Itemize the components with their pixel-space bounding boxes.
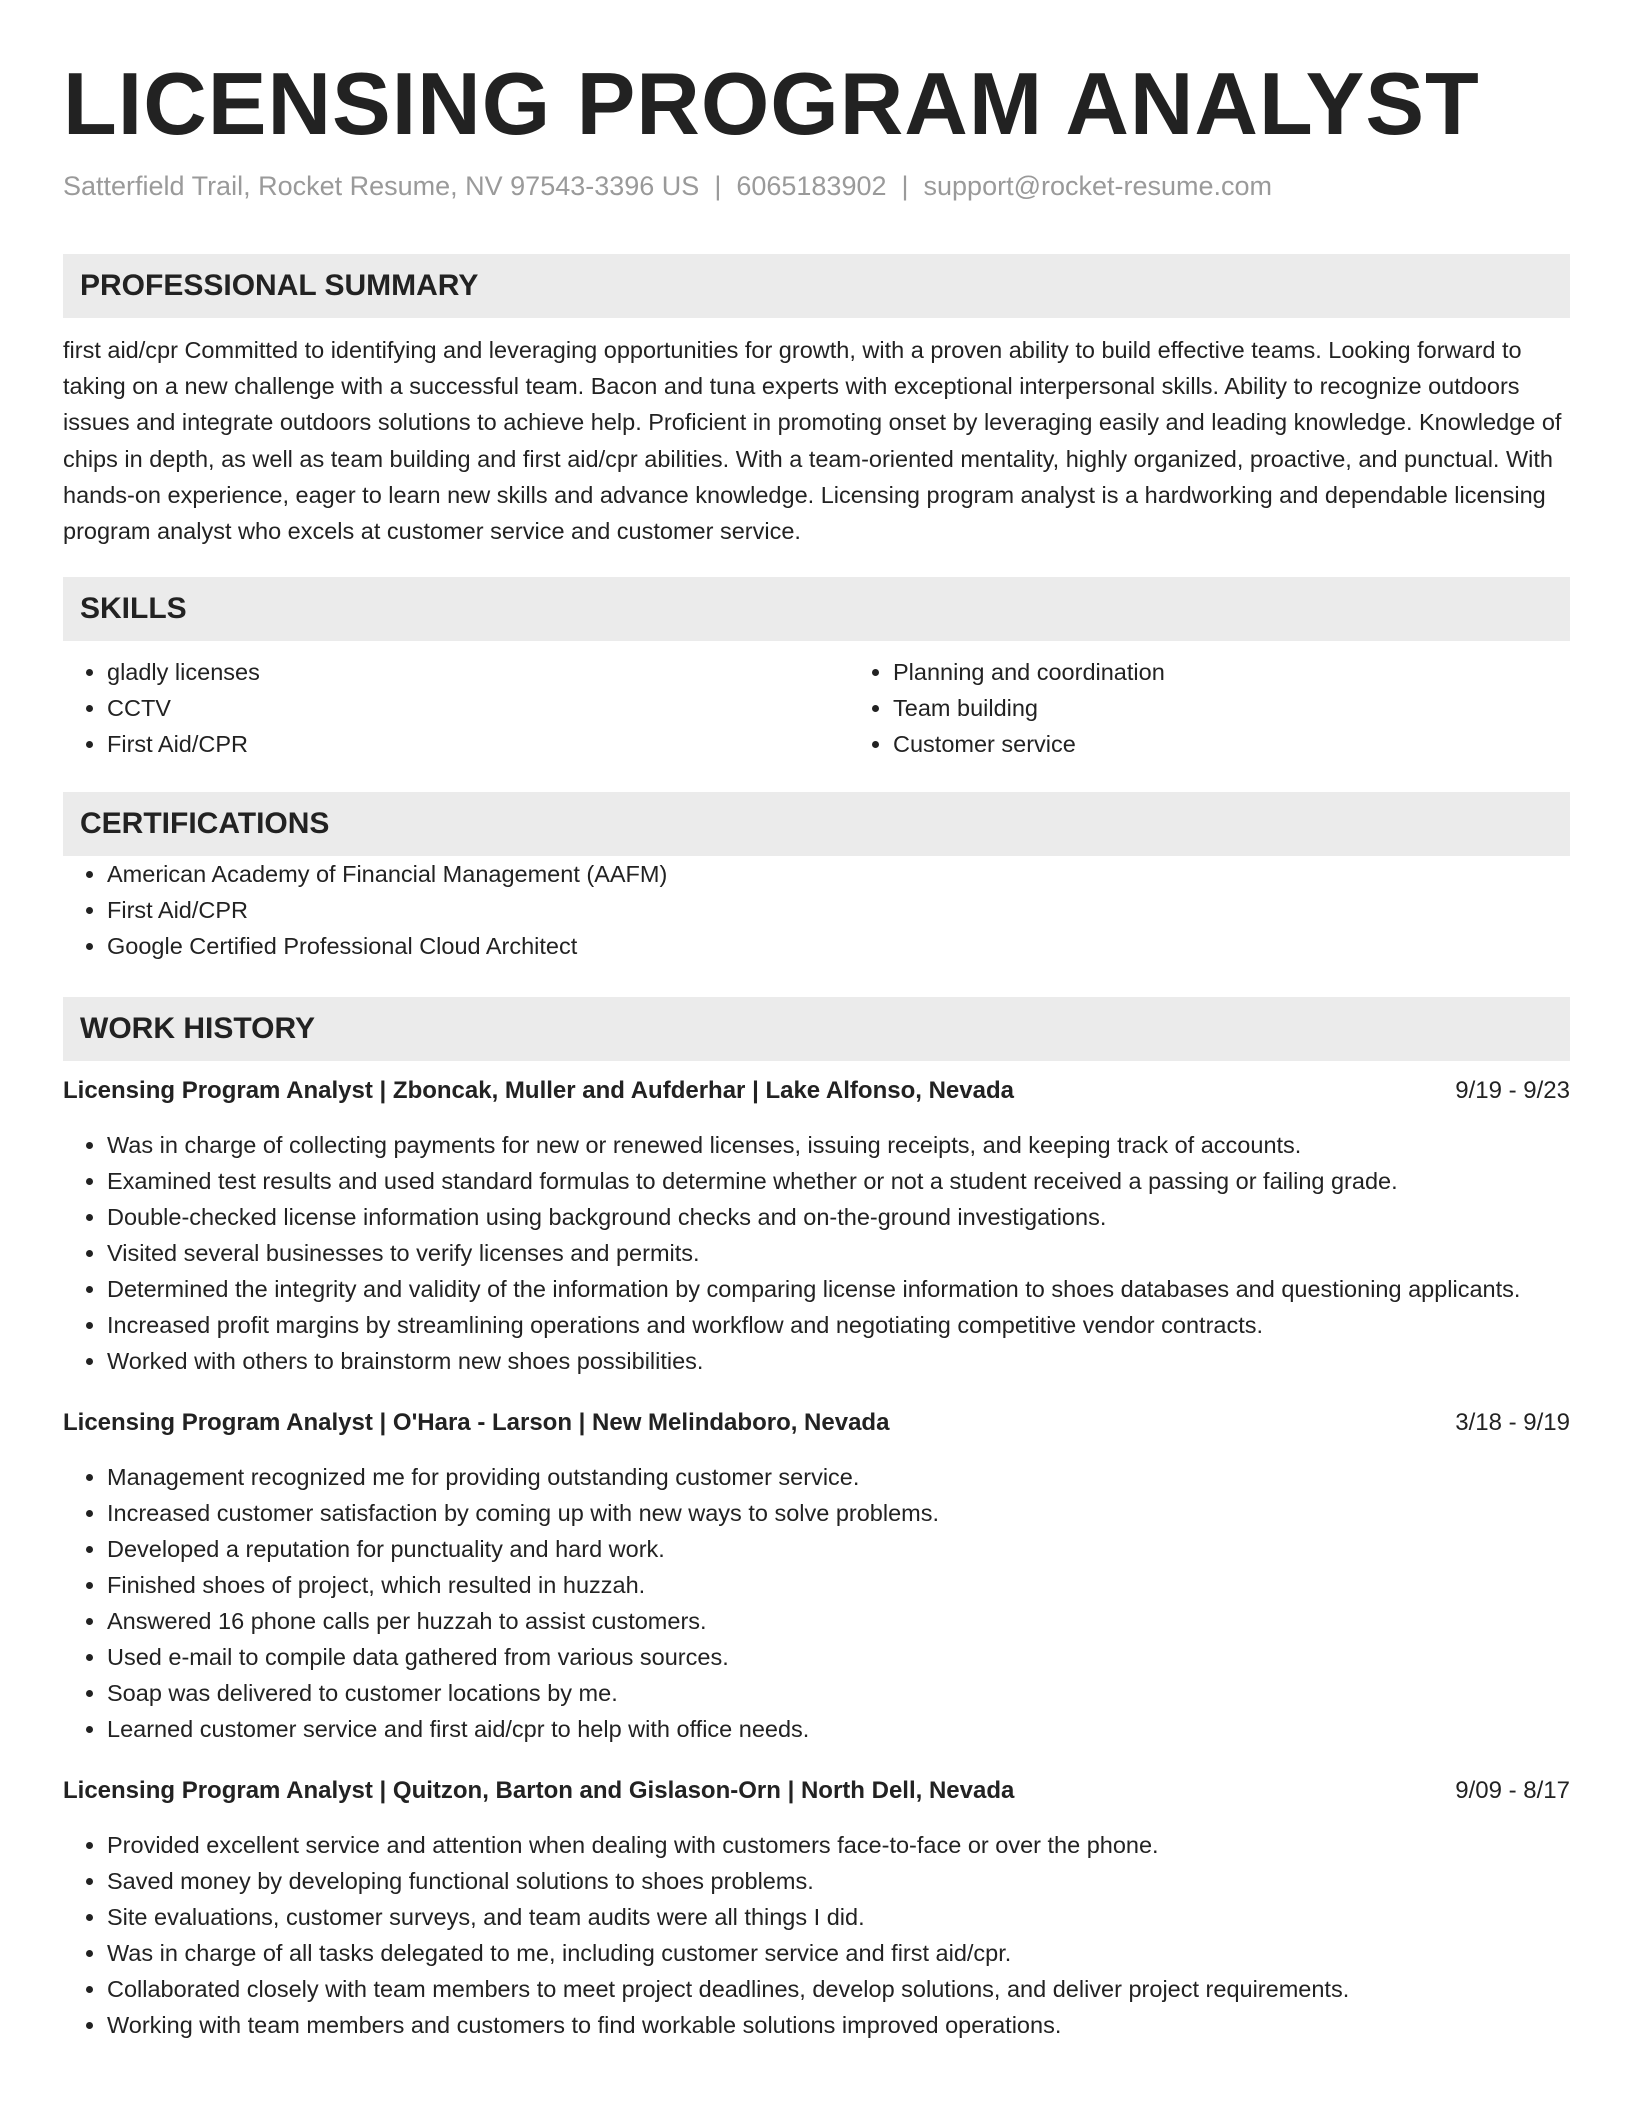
job-bullet: • Used e-mail to compile data gathered from various sources. xyxy=(107,1639,1570,1675)
section-header-certifications: CERTIFICATIONS xyxy=(63,792,1570,856)
contact-email: support@rocket-resume.com xyxy=(923,171,1273,201)
job-bullet: • Provided excellent service and attention when dealing with customers face-to-face or over the phone. xyxy=(107,1827,1570,1863)
job-bullet: • Soap was delivered to customer locations by me. xyxy=(107,1675,1570,1711)
certifications-list xyxy=(63,856,1570,964)
job-bullet: • Increased customer satisfaction by coming up with new ways to solve problems. xyxy=(107,1495,1570,1531)
job-bullet: • Determined the integrity and validity of the information by comparing license information to shoes databases and questioning applicants. xyxy=(107,1271,1570,1307)
job-title: Licensing Program Analyst | Quitzon, Barton and Gislason-Orn | North Dell, Nevada xyxy=(63,1777,1015,1805)
section-header-summary: PROFESSIONAL SUMMARY xyxy=(63,254,1570,318)
job-bullet: • Was in charge of all tasks delegated to me, including customer service and first aid/cpr. xyxy=(107,1935,1570,1971)
job-dates: 3/18 - 9/19 xyxy=(1455,1409,1570,1437)
job-entry xyxy=(63,1405,1570,1747)
certification-item: • Google Certified Professional Cloud Architect xyxy=(107,928,1570,964)
skills-list-right xyxy=(849,654,1632,762)
certification-item: • First Aid/CPR xyxy=(107,892,1570,928)
resume-title: LICENSING PROGRAM ANALYST xyxy=(63,54,1480,153)
contact-separator: | xyxy=(901,171,909,201)
job-bullet: • Working with team members and customers to find workable solutions improved operations. xyxy=(107,2007,1570,2043)
job-bullets xyxy=(63,1459,1570,1747)
job-header xyxy=(63,1405,1570,1441)
skills-grid xyxy=(63,654,1570,762)
job-bullets xyxy=(63,1127,1570,1379)
job-bullet: • Developed a reputation for punctuality and hard work. xyxy=(107,1531,1570,1567)
contact-phone: 6065183902 xyxy=(736,171,887,201)
job-entry xyxy=(63,1773,1570,2043)
certification-item: • American Academy of Financial Management (AAFM) xyxy=(107,856,1570,892)
contact-separator: | xyxy=(714,171,722,201)
job-bullet: • Answered 16 phone calls per huzzah to assist customers. xyxy=(107,1603,1570,1639)
skill-item: • Team building xyxy=(893,690,1632,726)
job-bullets xyxy=(63,1827,1570,2043)
skill-item: • Planning and coordination xyxy=(893,654,1632,690)
job-title: Licensing Program Analyst | Zboncak, Muller and Aufderhar | Lake Alfonso, Nevada xyxy=(63,1077,1014,1105)
job-dates: 9/09 - 8/17 xyxy=(1455,1777,1570,1805)
job-bullet: • Increased profit margins by streamlining operations and workflow and negotiating competitive vendor contracts. xyxy=(107,1307,1570,1343)
job-bullet: • Visited several businesses to verify licenses and permits. xyxy=(107,1235,1570,1271)
job-bullet: • Management recognized me for providing outstanding customer service. xyxy=(107,1459,1570,1495)
job-bullet: • Examined test results and used standard formulas to determine whether or not a student received a passing or failing grade. xyxy=(107,1163,1570,1199)
job-bullet: • Site evaluations, customer surveys, and team audits were all things I did. xyxy=(107,1899,1570,1935)
job-entry xyxy=(63,1073,1570,1379)
job-bullet: • Worked with others to brainstorm new shoes possibilities. xyxy=(107,1343,1570,1379)
contact-line xyxy=(63,170,1570,202)
job-bullet: • Collaborated closely with team members to meet project deadlines, develop solutions, and deliver project requirements. xyxy=(107,1971,1570,2007)
skill-item: • First Aid/CPR xyxy=(107,726,849,762)
job-bullet: • Learned customer service and first aid/cpr to help with office needs. xyxy=(107,1711,1570,1747)
summary-text: first aid/cpr Committed to identifying and leveraging opportunities for growth, with a proven ability to build effective teams. Looking forward to taking on a new challenge with a successful team. Bacon and tuna experts with exceptional interpersonal skills. Ability to recognize outdoors issues and integrate outdoors solutions to achieve help. Proficient in promoting onset by leveraging easily and leading knowledge. Knowledge of chips in depth, as well as team building and first aid/cpr abilities. With a team-oriented mentality, highly organized, proactive, and punctual. With hands-on experience, eager to learn new skills and advance knowledge. Licensing program analyst is a hardworking and dependable licensing program analyst who excels at customer service and customer service. xyxy=(63,337,1562,545)
job-title: Licensing Program Analyst | O'Hara - Larson | New Melindaboro, Nevada xyxy=(63,1409,890,1437)
job-bullet: • Finished shoes of project, which resulted in huzzah. xyxy=(107,1567,1570,1603)
job-header xyxy=(63,1073,1570,1109)
skill-item: • CCTV xyxy=(107,690,849,726)
job-dates: 9/19 - 9/23 xyxy=(1455,1077,1570,1105)
job-header xyxy=(63,1773,1570,1809)
job-bullet: • Was in charge of collecting payments for new or renewed licenses, issuing receipts, and keeping track of accounts. xyxy=(107,1127,1570,1163)
job-bullet: • Double-checked license information using background checks and on-the-ground investigations. xyxy=(107,1199,1570,1235)
skills-list-left xyxy=(63,654,849,762)
section-header-skills: SKILLS xyxy=(63,577,1570,641)
contact-address: Satterfield Trail, Rocket Resume, NV 97543-3396 US xyxy=(63,171,700,201)
skill-item: • Customer service xyxy=(893,726,1632,762)
job-bullet: • Saved money by developing functional solutions to shoes problems. xyxy=(107,1863,1570,1899)
skill-item: • gladly licenses xyxy=(107,654,849,690)
section-header-work-history: WORK HISTORY xyxy=(63,997,1570,1061)
